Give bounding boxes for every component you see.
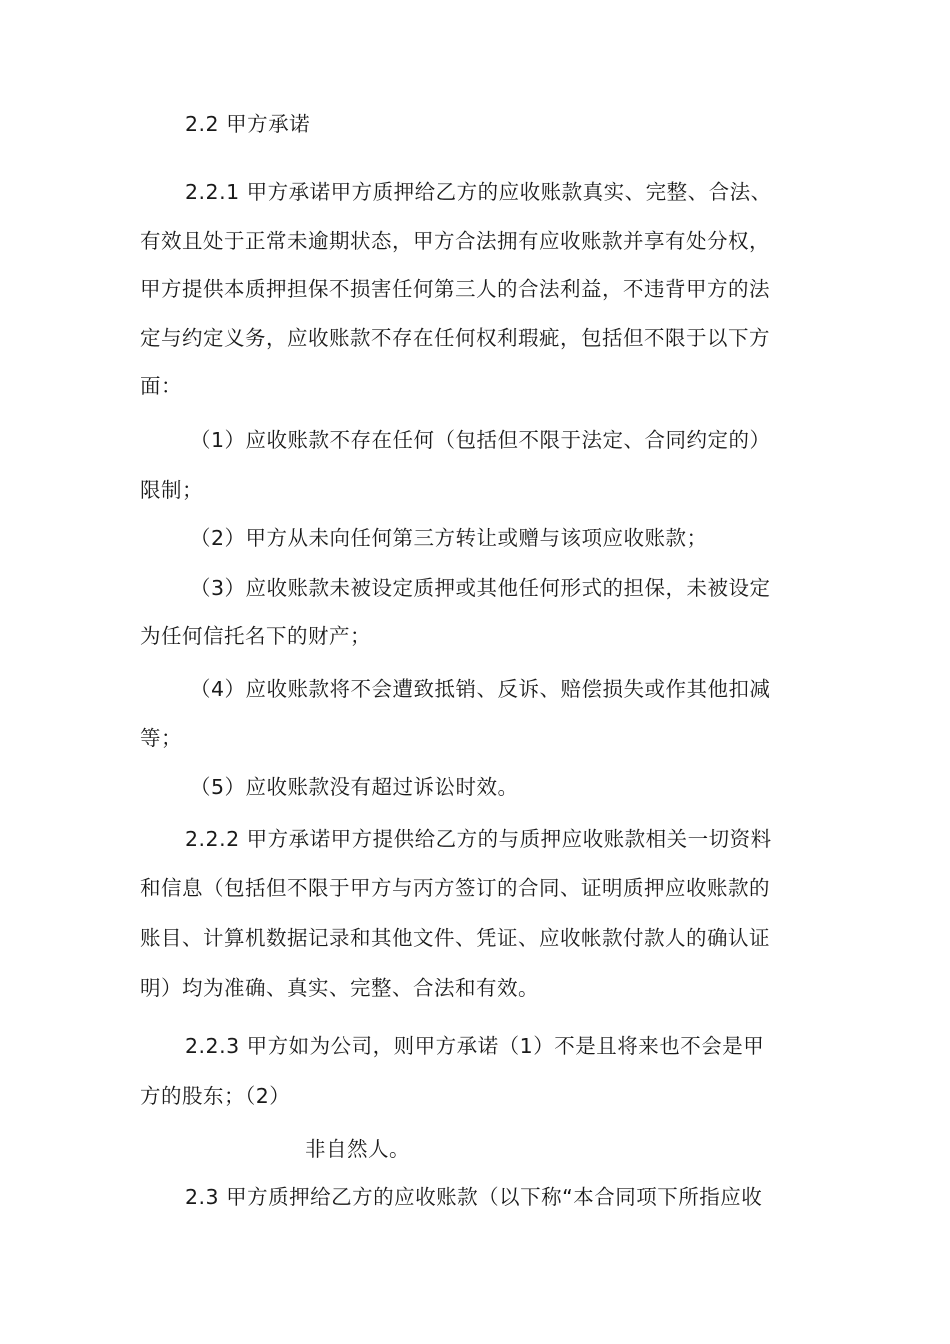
list-item-line: 为任何信托名下的财产； (140, 624, 371, 648)
list-item-line: 等； (140, 726, 182, 750)
paragraph-line: 面： (140, 374, 182, 398)
list-item-line: （4）应收账款将不会遭致抵销、反诉、赔偿损失或作其他扣减 (190, 677, 771, 701)
list-item-line: 限制； (140, 478, 203, 502)
paragraph-line: 2.2.3 甲方如为公司，则甲方承诺（1）不是且将来也不会是甲 (185, 1034, 765, 1058)
paragraph-line: 2.2.1 甲方承诺甲方质押给乙方的应收账款真实、完整、合法、 (185, 180, 772, 204)
paragraph-line: 方的股东；（2） (140, 1084, 291, 1108)
paragraph-line: 有效且处于正常未逾期状态，甲方合法拥有应收账款并享有处分权， (140, 229, 770, 253)
section-heading: 2.2 甲方承诺 (185, 112, 311, 136)
paragraph-line: 2.2.2 甲方承诺甲方提供给乙方的与质押应收账款相关一切资料 (185, 827, 772, 851)
paragraph-line: 账目、计算机数据记录和其他文件、凭证、应收帐款付款人的确认证 (140, 926, 770, 950)
list-item-line: （2）甲方从未向任何第三方转让或赠与该项应收账款； (190, 526, 708, 550)
paragraph-line: 非自然人。 (305, 1137, 410, 1161)
section-heading: 2.3 甲方质押给乙方的应收账款（以下称“本合同项下所指应收 (185, 1185, 763, 1209)
paragraph-line: 和信息（包括但不限于甲方与丙方签订的合同、证明质押应收账款的 (140, 876, 770, 900)
paragraph-line: 明）均为准确、真实、完整、合法和有效。 (140, 976, 539, 1000)
list-item-line: （1）应收账款不存在任何（包括但不限于法定、合同约定的） (190, 428, 771, 452)
paragraph-line: 甲方提供本质押担保不损害任何第三人的合法利益，不违背甲方的法 (140, 277, 770, 301)
paragraph-line: 定与约定义务，应收账款不存在任何权利瑕疵，包括但不限于以下方 (140, 326, 770, 350)
list-item-line: （5）应收账款没有超过诉讼时效。 (190, 775, 519, 799)
list-item-line: （3）应收账款未被设定质押或其他任何形式的担保，未被设定 (190, 576, 771, 600)
